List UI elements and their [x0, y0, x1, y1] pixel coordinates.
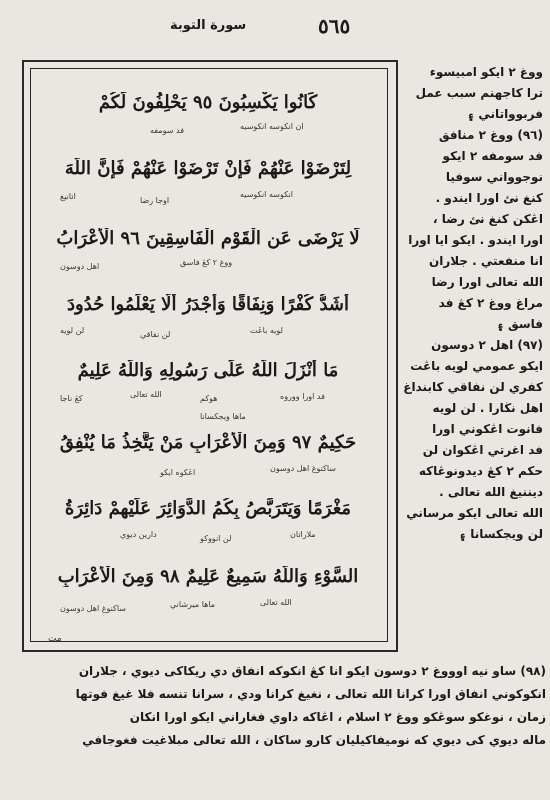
verse-line: أَشَدُّ كُفْرًا وَنِفَاقًا وَأَجْدَرُ أَلَّا يَعْلَمُوا حُدُودَ	[67, 294, 349, 315]
translation-line: نوجوواني سوفيا	[445, 170, 543, 184]
interlinear-gloss: ماها ميرشاني	[170, 600, 216, 609]
translation-line: ديننيغ الله تعالى .	[439, 485, 543, 499]
translation-column	[398, 62, 543, 642]
translation-line: ايكو عمومي لويه باڠت	[410, 359, 543, 373]
commentary-block	[18, 660, 546, 798]
interlinear-gloss: لن لويه	[60, 326, 85, 335]
interlinear-gloss: فد اورا ووروه	[280, 392, 325, 401]
verse-frame-inner	[30, 68, 388, 642]
translation-line: فاسق ۽	[496, 317, 543, 331]
interlinear-gloss: ملاراتان	[290, 530, 316, 539]
interlinear-gloss: ان انكوسه انكوسيه	[240, 122, 304, 131]
page-number: ٥٦٥	[318, 14, 351, 38]
translation-line: فد اغرتي اڠكوان لن	[422, 443, 543, 457]
verse-line: حَكِيمٌ ٩٧ وَمِنَ الْأَعْرَابِ مَنْ يَتَّخِذُ مَا يُنْفِقُ	[59, 432, 357, 453]
translation-line: الله تعالى اورا رضا	[431, 275, 543, 289]
verse-line: لِتَرْضَوْا عَنْهُمْ فَإِنْ تَرْضَوْا عَنْهُمْ فَإِنَّ اللَّهَ	[64, 158, 352, 179]
translation-line: فانوت اڠكوني اورا	[432, 422, 543, 436]
translation-line: مراغ ووغ ۲ كڠ فد	[438, 296, 543, 310]
interlinear-gloss: كڠ ناجا	[60, 394, 83, 403]
interlinear-gloss: دارين ديوي	[120, 530, 157, 539]
verse-line: السَّوْءِ وَاللَّهُ سَمِيعٌ عَلِيمٌ ٩٨ وَمِنَ الْأَعْرَابِ	[57, 566, 359, 587]
commentary-line: (٩٨) ساو نيه اوووغ ۲ دوسون ايكو انا كڠ انكوكه انفاق دي ريكاكى ديوي ، جلاران	[78, 664, 546, 678]
page-header	[0, 0, 550, 48]
translation-line: ووغ ۲ ايكو امبيسوء	[429, 65, 543, 79]
interlinear-gloss: ووغ ۲ كڠ فاسق	[180, 258, 233, 267]
interlinear-gloss: الله تعالى	[130, 390, 162, 399]
interlinear-gloss: ماها ويجكسانا	[200, 412, 246, 421]
translation-line: اورا ايندو . ايكو ايا اورا	[408, 233, 543, 247]
interlinear-gloss: اڠكوه ايكو	[160, 468, 196, 477]
interlinear-gloss: لويه باڠت	[250, 326, 283, 335]
translation-line: فربوواتاني ۽	[467, 107, 543, 121]
translation-line: اهل نڬارا . لن لويه	[432, 401, 543, 415]
interlinear-gloss: اوجا رضا	[140, 196, 170, 205]
interlinear-gloss: الله تعالى	[260, 598, 292, 607]
verse-line: مَغْرَمًا وَيَتَرَبَّصُ بِكُمُ الدَّوَائِرَ عَلَيْهِمْ دَائِرَةُ	[64, 498, 352, 519]
commentary-line: انكوكوني انفاق اورا كرانا الله تعالى ، نغيغ كرانا ودي ، سرانا تنسه فلا غيغ فوتها	[75, 687, 546, 701]
interlinear-gloss: لن انووكو	[200, 534, 232, 543]
interlinear-gloss: اهل دوسون	[60, 262, 100, 271]
verse-line: لَا يَرْضَى عَنِ الْقَوْمِ الْفَاسِقِينَ ٩٦ الْأَعْرَابُ	[56, 228, 360, 249]
translation-line: فد سومفه ۲ ايكو	[442, 149, 543, 163]
translation-line: انا منفعتي . جلاران	[428, 254, 543, 268]
verse-line: كَانُوا يَكْسِبُونَ ٩٥ يَحْلِفُونَ لَكُمْ	[98, 92, 318, 113]
translation-line: ترا كاجهنم سبب عمل	[415, 86, 543, 100]
translation-line: (٩٦) ووغ ۲ منافق	[438, 128, 543, 142]
interlinear-gloss: ساكنوغ اهل دوسون	[60, 604, 126, 613]
translation-line: الله تعالى ايكو مرساني	[406, 506, 543, 520]
translation-line: كنغ نئ اورا ايندو .	[435, 191, 543, 205]
interlinear-gloss: لن نفاقي	[140, 330, 171, 339]
interlinear-gloss: هوكم	[200, 394, 218, 403]
translation-line: حكم ۲ كڠ ديدونوڠاكه	[418, 464, 543, 478]
translation-line: اڠكن كنغ نئ رضا ،	[433, 212, 543, 226]
interlinear-gloss: انكوسه انكوسيه	[240, 190, 293, 199]
surah-name: سورة التوبة	[170, 18, 247, 33]
translation-line: لن ويجكسانا ۽	[458, 527, 543, 541]
interlinear-gloss: اتانيغ	[60, 192, 76, 201]
commentary-line: زمان ، نوغكو سوڠكو ووغ ۲ اسلام ، اڠاكه داوي فغاراني ايكو اورا انكان	[129, 710, 546, 724]
verse-line: مَا أَنْزَلَ اللَّهُ عَلَى رَسُولِهِ وَاللَّهُ عَلِيمٌ	[77, 360, 339, 381]
translation-line: كفري لن نفاقي كابنداغ	[403, 380, 543, 394]
interlinear-gloss: ساكنوغ اهل دوسون	[270, 464, 336, 473]
commentary-line: ماله ديوي كى ديوي كه نوميفاكيليان كارو ساكان ، الله تعالى مبلاغيت فغوجافي	[82, 733, 546, 747]
translation-line: (٩٧) اهل ۲ دوسون	[431, 338, 543, 352]
interlinear-gloss: فد سومفه	[150, 126, 185, 135]
footnote-mark: مت	[48, 634, 62, 644]
